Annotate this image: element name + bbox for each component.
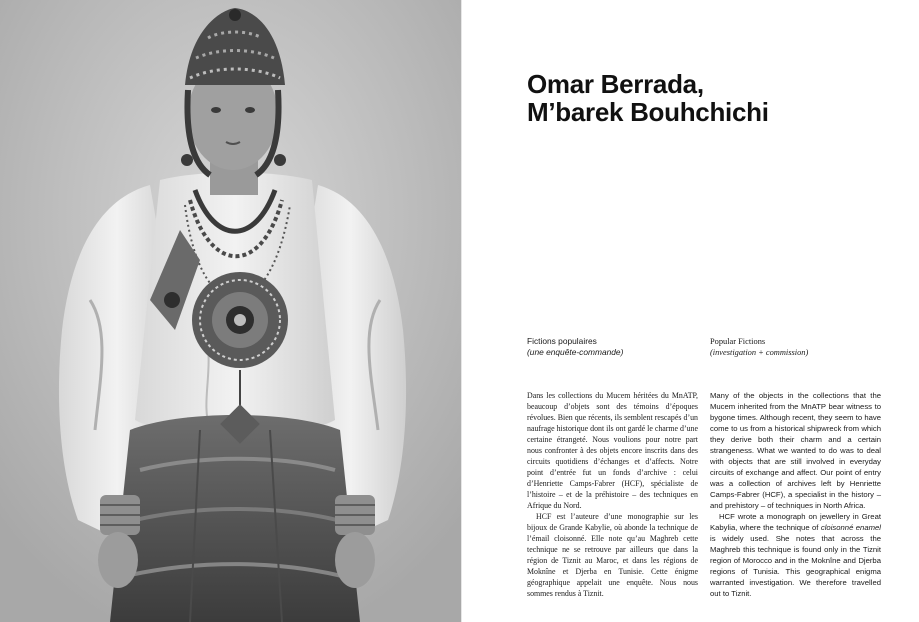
body-column-fr — [527, 390, 698, 599]
body-paragraph-fr-2: HCF est l’auteure d’une monographie sur les bijoux de Grande Kabylie, où abonde la technique de l’émail cloisonné. Elle note qu’au Maghreb cette technique ne se retrouve par ailleurs que dans la région de Tiznit au Maroc, et dans les régions de Moknîne et Djerba en Tunisie. Cette énigme géographique appelait une enquête. Nous nous sommes rendus à Tiznit. — [527, 512, 698, 598]
section-title-fr: Fictions populaires — [527, 336, 597, 346]
body-paragraph-en-2-end: is widely used. She notes that across the Maghreb this technique is found only in the Tiznit region of Morocco and in the Moknîne and Djerba regions of Tunisia. This geographical enigma warranted investigation. We therefore travelled out to Tiznit. — [710, 534, 881, 598]
section-subtitle-fr: (une enquête-commande) — [527, 347, 624, 357]
section-heading-en — [710, 336, 808, 358]
body-paragraph-en-2 — [710, 511, 881, 599]
section-heading-fr — [527, 336, 623, 358]
page-gutter — [461, 0, 462, 622]
body-column-en — [710, 390, 881, 599]
body-paragraph-fr-1: Dans les collections du Mucem héritées du MnATP, beaucoup d’objets sont des témoins d’époques révolues. Bien que récents, ils semblent rescapés d’un naufrage historique dont ils ont gardé le charme d’une certaine étrangeté. Nous voulions pour notre part nous confronter à des objets encore inscrits dans des circuits quotidiens d’échanges et d’affects. Notre point d’entrée fut un fonds d’archive : celui d’Henriette Camps-Fabrer (HCF), spécialiste de l’histoire – et de la préhistoire – des techniques en Afrique du Nord. — [527, 391, 698, 510]
author-line-1: Omar Berrada, — [527, 69, 704, 99]
author-names — [527, 70, 887, 126]
section-subtitle-en: (investigation + commission) — [710, 348, 809, 357]
section-title-en: Popular Fictions — [710, 337, 766, 346]
body-paragraph-en-1: Many of the objects in the collections that the Mucem inherited from the MnATP bear witness to bygone times. Although recent, they seem to have come to us from a historical shipwreck from which they derive both their charm and a certain strangeness. What we wanted to do was to deal with objects that are still involved in everyday circuits of exchange and affect. Our point of entry was a collection of archives left by Henriette Camps-Fabrer (HCF), a specialist in the history – and prehistory – of techniques in North Africa. — [710, 391, 881, 510]
author-line-2: M’barek Bouhchichi — [527, 97, 769, 127]
body-paragraph-en-2-start: HCF wrote a monograph on jewellery in Great Kabylia, where the technique of — [710, 512, 881, 532]
body-paragraph-en-2-emphasis: cloisonné enamel — [820, 523, 881, 532]
